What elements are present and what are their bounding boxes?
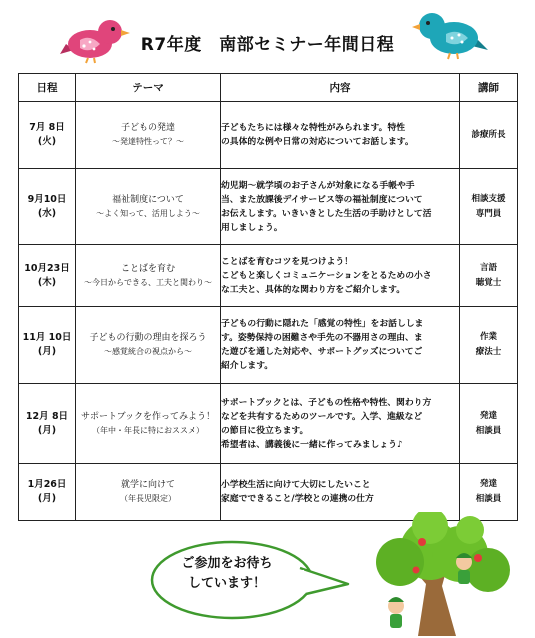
table-row bbox=[19, 384, 518, 464]
row-content: ことばを育むコツを見つけよう！ こどもと楽しくコミュニケーションをとるための小さ な工夫と、具体的な関わり方をご紹介します。 bbox=[221, 245, 460, 307]
table-header-row bbox=[19, 74, 518, 102]
table-row bbox=[19, 245, 518, 307]
row-theme: 子どもの発達 ～発達特性って？～ bbox=[76, 102, 221, 169]
row-date: 12月 8日 (月) bbox=[19, 384, 76, 464]
row-date: 11月 10日 (月) bbox=[19, 307, 76, 384]
row-date: 9月10日 (水) bbox=[19, 169, 76, 245]
row-instructor: 言語 聴覚士 bbox=[460, 245, 518, 307]
page-title: R7年度 南部セミナー年間日程 bbox=[140, 35, 395, 55]
row-theme: 就学に向けて （年長児限定） bbox=[76, 464, 221, 521]
row-date: 1月26日 (月) bbox=[19, 464, 76, 521]
header-date: 日程 bbox=[19, 74, 76, 102]
header bbox=[0, 0, 535, 72]
table-row bbox=[19, 169, 518, 245]
table-row bbox=[19, 102, 518, 169]
row-instructor: 相談支援 専門員 bbox=[460, 169, 518, 245]
tree-illustration bbox=[360, 512, 530, 636]
header-theme: テーマ bbox=[76, 74, 221, 102]
row-content: 子どもたちには様々な特性がみられます。特性 の具体的な例や日常の対応についてお話します。 bbox=[221, 102, 460, 169]
row-content: サポートブックとは、子どもの性格や特性、関わり方 などを共有するためのツールです。入学、進級など の節目に役立ちます。 希望者は、講義後に一緒に作ってみましょう♪ bbox=[221, 384, 460, 464]
row-instructor: 発達 相談員 bbox=[460, 384, 518, 464]
bubble-message: ご参加をお待ち しています！ bbox=[181, 556, 273, 591]
header-content: 内容 bbox=[221, 74, 460, 102]
row-instructor: 診療所長 bbox=[460, 102, 518, 169]
row-theme: ことばを育む ～今日からできる、工夫と関わり～ bbox=[76, 245, 221, 307]
row-content: 幼児期～就学頃のお子さんが対象になる手帳や手 当、また放課後デイサービス等の福祉制度について お伝えします。いきいきとした生活の手助けとして活 用しましょう。 bbox=[221, 169, 460, 245]
header-instructor: 講師 bbox=[460, 74, 518, 102]
row-instructor: 作業 療法士 bbox=[460, 307, 518, 384]
schedule-table bbox=[18, 73, 518, 521]
row-content: 子どもの行動に隠れた「感覚の特性」をお話ししま す。姿勢保持の困難さや手先の不器用さの理由、ま た遊びを通した対応や、サポートグッズについてご 紹介します。 bbox=[221, 307, 460, 384]
blue-bird-icon bbox=[412, 6, 488, 62]
row-theme: 福祉制度について ～よく知って、活用しよう～ bbox=[76, 169, 221, 245]
row-theme: サポートブックを作ってみよう！ （年中・年長に特におススメ） bbox=[76, 384, 221, 464]
row-date: 10月23日 (木) bbox=[19, 245, 76, 307]
row-content: 小学校生活に向けて大切にしたいこと 家庭でできること/学校との連携の仕方 bbox=[221, 464, 460, 521]
row-theme: 子どもの行動の理由を探ろう ～感覚統合の視点から～ bbox=[76, 307, 221, 384]
row-instructor: 発達 相談員 bbox=[460, 464, 518, 521]
table-row bbox=[19, 307, 518, 384]
row-date: 7月 8日 (火) bbox=[19, 102, 76, 169]
